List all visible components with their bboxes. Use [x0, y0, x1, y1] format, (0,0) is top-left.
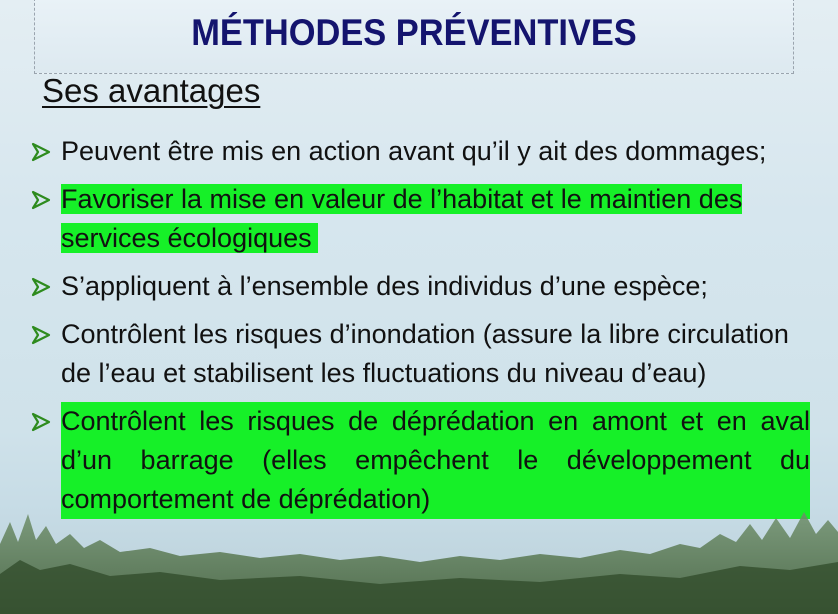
bullet-text-highlighted: Contrôlent les risques de déprédation en amont et en aval d’un barrage (elles empêchent le développement du comportement de déprédation): [61, 402, 810, 519]
slide-subtitle: Ses avantages: [42, 72, 261, 109]
bullet-text: Contrôlent les risques d’inondation (assure la libre circulation de l’eau et stabilisent les fluctuations du niveau d’eau): [61, 319, 789, 388]
arrow-bullet-icon: [30, 267, 56, 306]
forest-background: [0, 504, 838, 614]
slide-title: MÉTHODES PRÉVENTIVES: [191, 12, 637, 53]
arrow-bullet-icon: [30, 402, 56, 441]
bullet-text: Peuvent être mis en action avant qu’il y ait des dommages;: [61, 136, 767, 166]
arrow-bullet-icon: [30, 315, 56, 354]
arrow-bullet-icon: [30, 180, 56, 219]
bullet-item: [30, 402, 810, 519]
bullet-item: [30, 267, 810, 306]
bullet-item: [30, 132, 810, 171]
arrow-bullet-icon: [30, 132, 56, 171]
bullet-text-highlighted: Favoriser la mise en valeur de l’habitat et le maintien des services écologiques: [61, 184, 743, 253]
bullet-list: [30, 132, 810, 528]
bullet-item: [30, 180, 810, 258]
bullet-text: S’appliquent à l’ensemble des individus d’une espèce;: [61, 271, 708, 301]
bullet-item: [30, 315, 810, 393]
